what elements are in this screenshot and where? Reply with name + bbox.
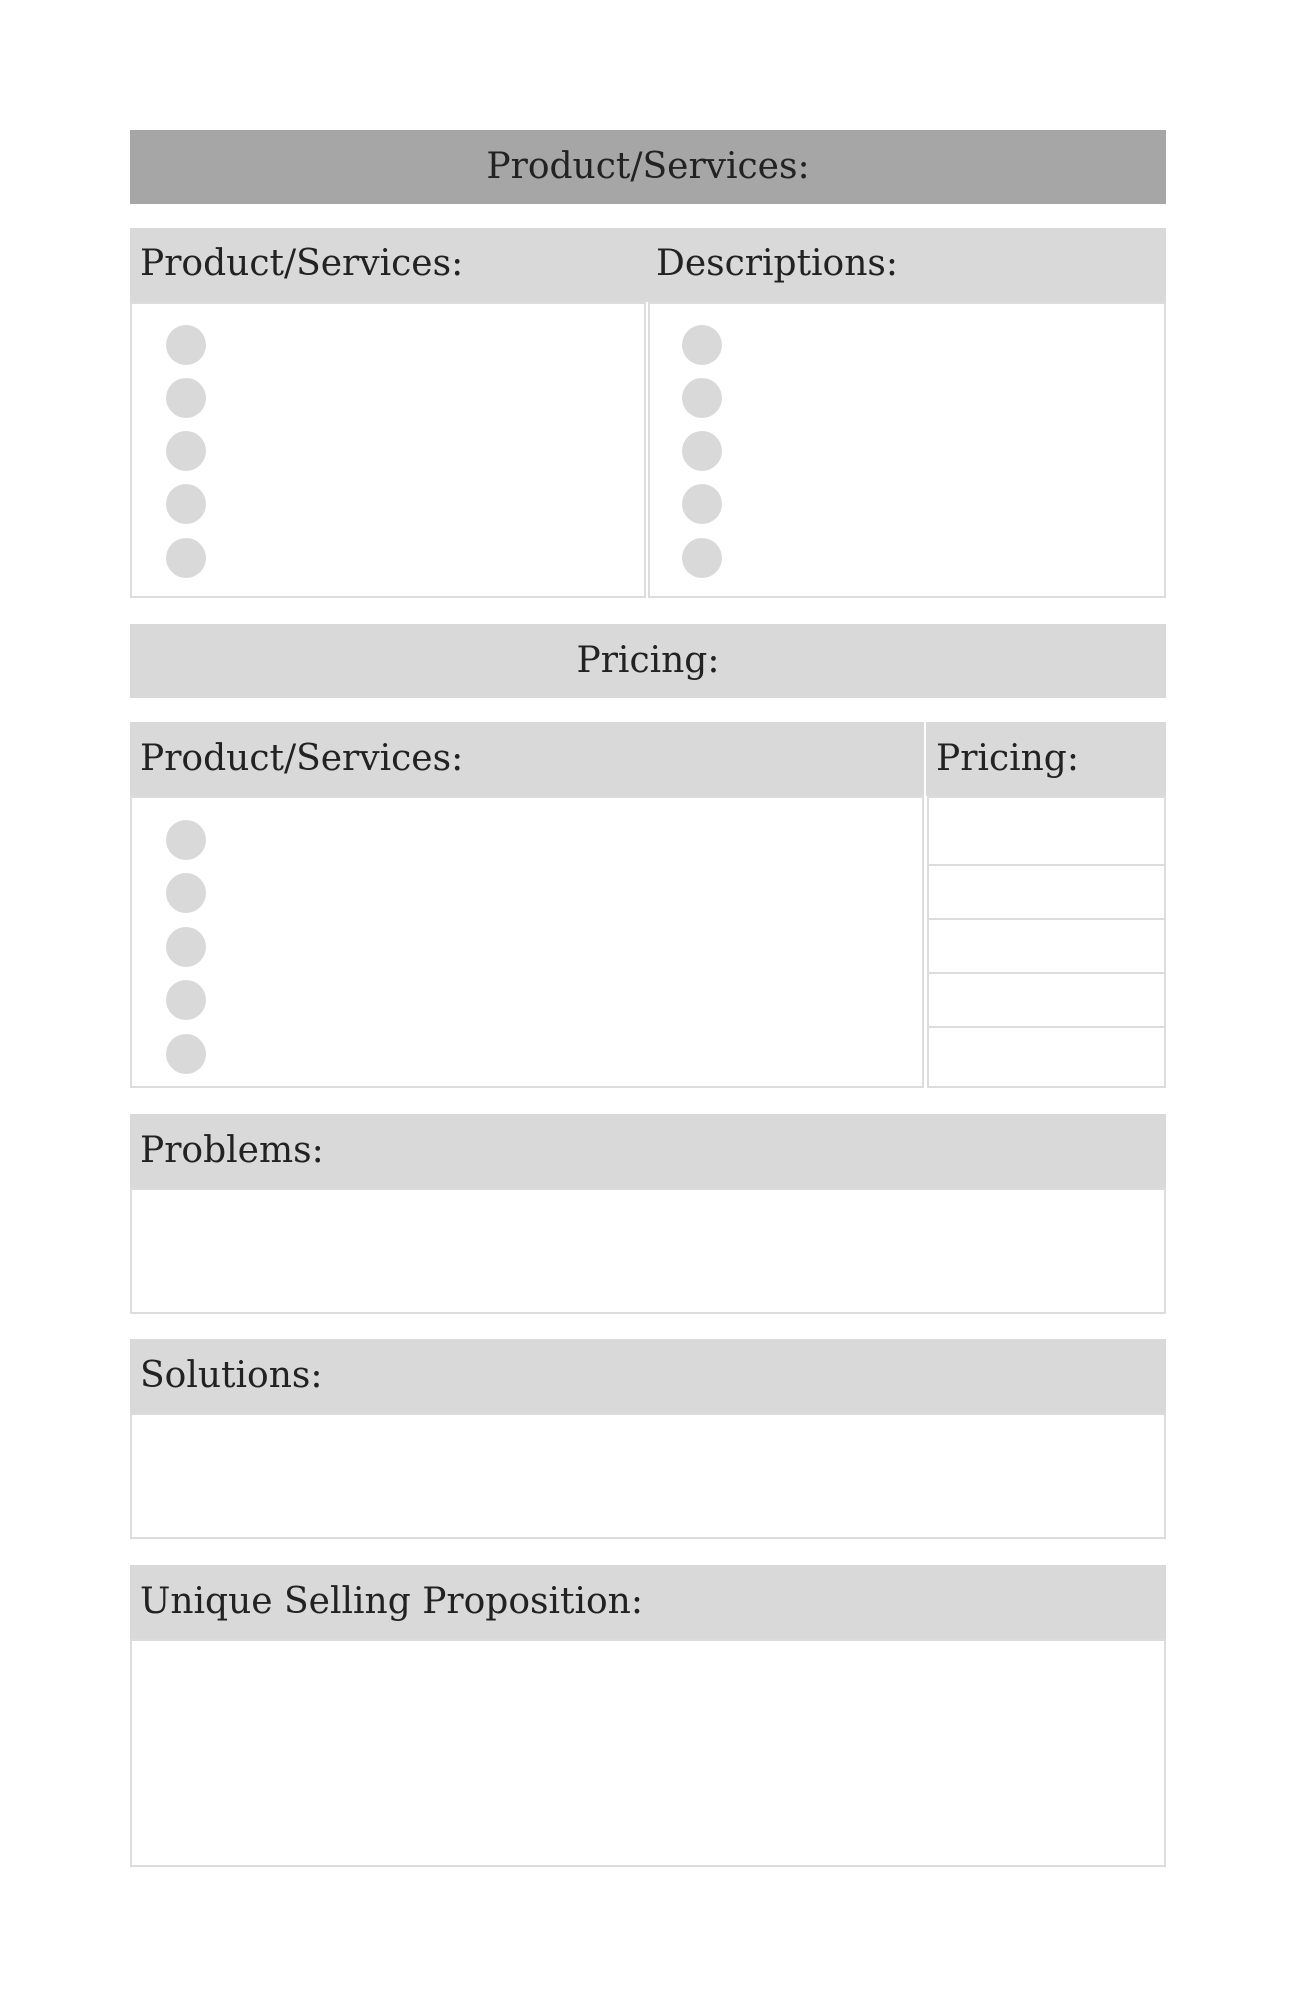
- bullet-icon: [166, 378, 206, 418]
- section1-product-header: Product/Services:: [140, 243, 464, 284]
- bullet-icon: [682, 538, 722, 578]
- bullet-icon: [166, 1034, 206, 1074]
- bullet-icon: [166, 431, 206, 471]
- bullet-icon: [682, 431, 722, 471]
- bullet-icon: [166, 538, 206, 578]
- bullet-icon: [166, 927, 206, 967]
- section2-product-header: Product/Services:: [140, 738, 464, 779]
- bullet-icon: [166, 820, 206, 860]
- title-bar-label: Product/Services:: [486, 146, 810, 187]
- title-bar: [130, 130, 1166, 204]
- section1-descriptions-box[interactable]: [648, 302, 1166, 598]
- usp-box[interactable]: [130, 1639, 1166, 1867]
- solutions-header: [130, 1339, 1166, 1413]
- bullet-icon: [682, 378, 722, 418]
- problems-header: [130, 1114, 1166, 1188]
- price-cell[interactable]: [927, 796, 1166, 866]
- bullet-icon: [166, 873, 206, 913]
- bullet-icon: [682, 325, 722, 365]
- usp-label: Unique Selling Proposition:: [140, 1581, 643, 1622]
- solutions-box[interactable]: [130, 1413, 1166, 1539]
- section2-header-divider: [924, 722, 926, 796]
- usp-header: [130, 1565, 1166, 1639]
- bullet-icon: [166, 484, 206, 524]
- bullet-icon: [166, 980, 206, 1020]
- pricing-bar: [130, 624, 1166, 698]
- section1-product-box[interactable]: [130, 302, 646, 598]
- pricing-bar-label: Pricing:: [576, 640, 720, 681]
- price-cell[interactable]: [927, 918, 1166, 974]
- price-cell[interactable]: [927, 972, 1166, 1028]
- price-cell[interactable]: [927, 1026, 1166, 1088]
- bullet-icon: [166, 325, 206, 365]
- section2-pricing-header: Pricing:: [936, 738, 1079, 779]
- problems-box[interactable]: [130, 1188, 1166, 1314]
- bullet-icon: [682, 484, 722, 524]
- problems-label: Problems:: [140, 1130, 324, 1171]
- section1-descriptions-header: Descriptions:: [656, 243, 899, 284]
- section2-product-box[interactable]: [130, 796, 924, 1088]
- price-cell[interactable]: [927, 864, 1166, 920]
- solutions-label: Solutions:: [140, 1355, 323, 1396]
